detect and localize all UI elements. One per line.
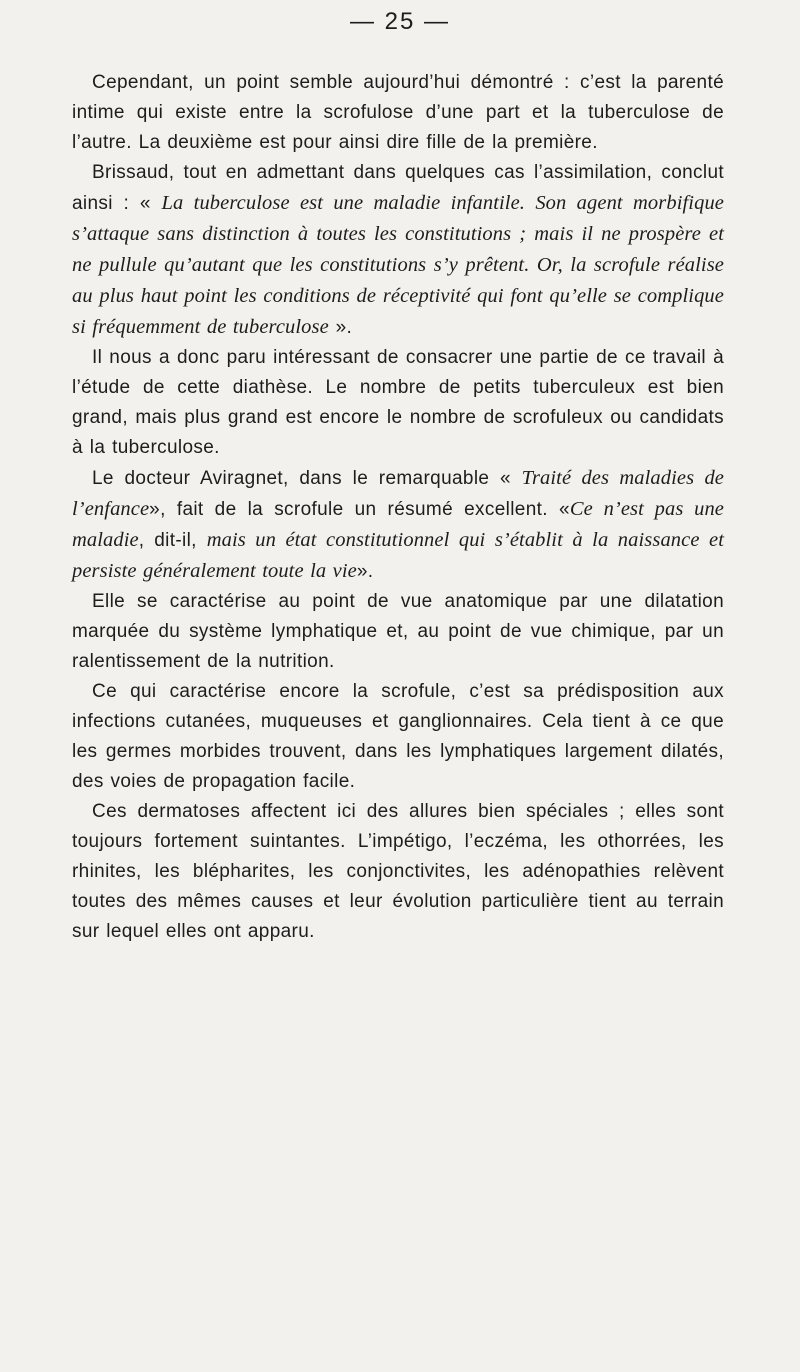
paragraph-text: ». [328,317,353,338]
paragraph-text: , dit-il, [138,530,207,551]
paragraph-text: », fait de la scrofule un résumé excellent. « [149,499,570,520]
paragraph-text: Le docteur Aviragnet, dans le remarquable « [92,468,522,489]
paragraph-text: Ce qui caractérise encore la scrofule, c’est sa prédisposition aux infections cutanées, muqueuses et ganglionnaires. Cela tient à ce que les germes morbides trouvent, dans les lymphatiques largement dilatés, des voies de propagation facile. [72,681,724,792]
book-title-italic: Traité des maladies de l’enfance [72,467,724,520]
paragraph-6 [72,677,724,797]
paragraph-2 [72,158,724,343]
paragraph-text: Elle se caractérise au point de vue anatomique par une dilatation marquée du système lymphatique et, au point de vue chimique, par un ralentissement de la nutrition. [72,591,724,672]
quotation-italic: mais un état constitutionnel qui s’établit à la naissance et persiste généralement toute la vie [72,529,724,582]
paragraph-1 [72,68,724,158]
paragraph-text: Ces dermatoses affectent ici des allures bien spéciales ; elles sont toujours fortement suintantes. L’impétigo, l’eczéma, les othorrées, les rhinites, les blépharites, les conjonctivites, les adénopathies relèvent toutes des mêmes causes et leur évolution particulière tient au terrain sur lequel elles ont apparu. [72,801,724,942]
quotation-italic: La tuberculose est une maladie infantile. Son agent morbifique s’attaque sans distinction à toutes les constitutions ; mais il ne prospère et ne pullule qu’autant que les constitutions s’y prêtent. Or, la scrofule réalise au plus haut point les conditions de réceptivité qui font qu’elle se complique si fréquemment de tuberculose [72,192,724,338]
page-number: — 25 — [349,8,451,35]
quotation-italic: Ce n’est pas une maladie [72,498,724,551]
paragraph-3 [72,343,724,463]
paragraph-text: Il nous a donc paru intéressant de consacrer une partie de ce travail à l’étude de cette diathèse. Le nombre de petits tuberculeux est bien grand, mais plus grand est encore le nombre de scrofuleux ou candidats à la tuberculose. [72,347,724,458]
paragraph-5 [72,587,724,677]
paragraph-7 [72,797,724,947]
paragraph-4 [72,463,724,587]
body-text [72,68,724,947]
paragraph-text: ». [356,561,374,582]
paragraph-text: Brissaud, tout en admettant dans quelques cas l’assimilation, conclut ainsi : « [72,162,724,214]
paragraph-text: Cependant, un point semble aujourd’hui démontré : c’est la parenté intime qui existe entre la scrofulose d’une part et la tuberculose de l’autre. La deuxième est pour ainsi dire fille de la première. [72,72,724,153]
